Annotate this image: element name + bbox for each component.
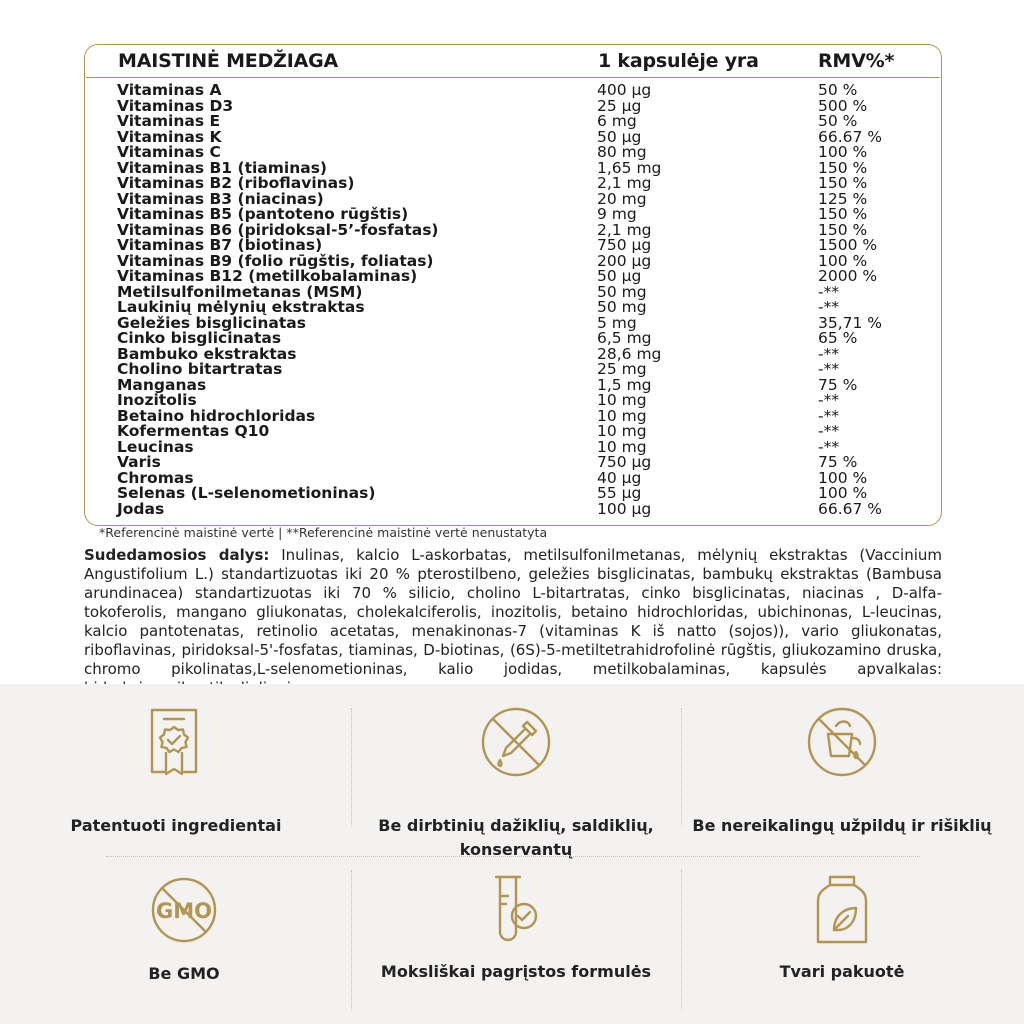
nutrient-amount: 50 µg — [597, 127, 642, 146]
feature-label: Moksliškai pagrįstos formulės — [380, 962, 652, 981]
nutrient-rows — [0, 83, 1024, 517]
nutrient-amount: 9 mg — [597, 205, 637, 223]
nutrient-rmv: 75 % — [818, 375, 858, 394]
divider — [681, 708, 682, 826]
nutrient-name: Vitaminas K — [117, 127, 222, 146]
feature-label: Patentuoti ingredientai — [70, 816, 282, 835]
nutrient-amount: 50 µg — [597, 267, 642, 285]
nutrient-name: Vitaminas B1 (tiaminas) — [117, 158, 328, 177]
nutrient-rmv: -** — [818, 437, 840, 456]
nutrient-name: Chromas — [117, 468, 194, 487]
nutrient-amount: 28,6 mg — [597, 344, 662, 363]
table-footnote: *Referencinė maistinė vertė | **Referencinė maistinė vertė nenustatyta — [99, 525, 548, 540]
certificate-icon — [140, 706, 212, 778]
divider — [681, 870, 682, 1010]
nutrient-rmv: 150 % — [818, 158, 868, 177]
nutrient-amount: 750 µg — [597, 453, 652, 471]
nutrient-name: Vitaminas B12 (metilkobalaminas) — [117, 267, 418, 285]
nutrient-rmv: 100 % — [818, 143, 868, 161]
nutrient-amount: 50 mg — [597, 282, 647, 301]
nutrient-amount: 25 µg — [597, 96, 642, 115]
nutrient-rmv: -** — [818, 298, 840, 316]
nutrient-amount: 20 mg — [597, 189, 647, 208]
feature-no-artificial — [366, 706, 666, 862]
nutrient-rmv: -** — [818, 282, 840, 301]
nutrient-amount: 2,1 mg — [597, 220, 652, 239]
nutrient-amount: 10 mg — [597, 437, 647, 456]
nutrient-rmv: -** — [818, 360, 840, 378]
nutrient-rmv: 100 % — [818, 484, 868, 502]
nutrient-name: Vitaminas D3 — [117, 96, 234, 115]
nutrient-name: Selenas (L-selenometioninas) — [117, 484, 376, 502]
nutrient-name: Bambuko ekstraktas — [117, 344, 297, 363]
test-tube-icon — [486, 874, 546, 948]
nutrient-name: Vitaminas B7 (biotinas) — [117, 236, 323, 254]
nutrient-rmv: 35,71 % — [818, 313, 883, 332]
feature-sustainable — [692, 874, 992, 984]
feature-science — [366, 874, 666, 984]
nutrient-rmv: 125 % — [818, 189, 868, 208]
nutrient-name: Vitaminas A — [117, 81, 222, 99]
nutrient-amount: 5 mg — [597, 313, 637, 332]
nutrient-amount: 100 µg — [597, 499, 652, 518]
nutrient-amount: 55 µg — [597, 484, 642, 502]
column-header-rmv: RMV%* — [818, 50, 895, 72]
nutrient-name: Jodas — [117, 499, 165, 518]
nutrient-name: Vitaminas E — [117, 112, 221, 130]
table-row — [0, 499, 1024, 518]
nutrient-amount: 40 µg — [597, 468, 642, 487]
nutrient-rmv: 150 % — [818, 205, 868, 223]
nutrient-amount: 200 µg — [597, 251, 652, 270]
nutrient-name: Vitaminas B9 (folio rūgštis, foliatas) — [117, 251, 434, 270]
nutrient-amount: 6,5 mg — [597, 329, 652, 347]
nutrient-name: Vitaminas C — [117, 143, 221, 161]
feature-no-fillers — [692, 706, 992, 838]
nutrient-rmv: -** — [818, 422, 840, 440]
feature-label: Be GMO — [148, 964, 220, 983]
nutrient-amount: 10 mg — [597, 406, 647, 425]
no-dropper-icon — [480, 706, 552, 778]
nutrient-name: Manganas — [117, 375, 207, 394]
nutrient-name: Laukinių mėlynių ekstraktas — [117, 298, 365, 316]
nutrient-amount: 10 mg — [597, 391, 647, 409]
nutrient-rmv: 100 % — [818, 468, 868, 487]
nutrient-rmv: 150 % — [818, 174, 868, 192]
nutrient-rmv: -** — [818, 391, 840, 409]
feature-no-gmo — [34, 876, 334, 986]
eco-jar-icon — [812, 874, 872, 948]
nutrient-rmv: 66.67 % — [818, 499, 883, 518]
nutrient-rmv: 75 % — [818, 453, 858, 471]
ingredients-text: Inulinas, kalcio L-askorbatas, metilsulfonilmetanas, mėlynių ekstraktas (Vaccinium Angustifolium L.) standartizuotas iki 20 % pterostilbeno, geležies bisglicinatas, bambukų ekstraktas (Bambusa arundinacea) standartizuotas iki 70 % silicio, cholino L-bitartratas, cinko bisglicinatas, niacinas , D-alfa-tokoferolis, mangano gliukonatas, cholekalciferolis, inozitolis, betaino hidrochloridas, ubichinonas, L-leucinas, kalcio pantotenatas, retinolio acetatas, menakinonas-7 (vitaminas K iš natto (sojos)), vario gliukonatas, riboflavinas, piridoksal-5'-fosfatas, tiaminas, D-biotinas, (6S)-5-metiltetrahidrofolinė rūgštis, gliukozamino druska, chromo pikolinatas,L-selenometioninas, kalio jodidas, metilkobalaminas, kapsulės apvalkalas: — [84, 546, 942, 678]
nutrient-rmv: 150 % — [818, 220, 868, 239]
nutrient-amount: 1,5 mg — [597, 375, 652, 394]
nutrient-name: Vitaminas B5 (pantoteno rūgštis) — [117, 205, 409, 223]
nutrient-name: Vitaminas B6 (piridoksal-5’-fosfatas) — [117, 220, 439, 239]
nutrient-name: Cinko bisglicinatas — [117, 329, 282, 347]
nutrient-name: Cholino bitartratas — [117, 360, 283, 378]
feature-label: Be dirbtinių dažiklių, saldiklių, konservantų — [378, 816, 654, 859]
nutrient-name: Varis — [117, 453, 161, 471]
nutrient-rmv: -** — [818, 344, 840, 363]
nutrient-amount: 10 mg — [597, 422, 647, 440]
nutrient-rmv: 100 % — [818, 251, 868, 270]
nutrient-rmv: 66.67 % — [818, 127, 883, 146]
nutrient-rmv: 2000 % — [818, 267, 878, 285]
header-divider — [86, 77, 940, 78]
gmo-icon — [150, 876, 218, 944]
divider — [351, 708, 352, 826]
nutrient-rmv: 65 % — [818, 329, 858, 347]
nutrient-amount: 50 mg — [597, 298, 647, 316]
column-header-nutrient: MAISTINĖ MEDŽIAGA — [118, 50, 338, 72]
nutrient-rmv: 1500 % — [818, 236, 878, 254]
nutrient-name: Geležies bisglicinatas — [117, 313, 306, 332]
features-section — [0, 684, 1024, 1024]
nutrient-name: Betaino hidrochloridas — [117, 406, 316, 425]
feature-patented — [26, 706, 326, 838]
nutrient-amount: 750 µg — [597, 236, 652, 254]
nutrient-name: Vitaminas B2 (riboflavinas) — [117, 174, 355, 192]
ingredients-paragraph — [84, 546, 942, 698]
nutrient-name: Metilsulfonilmetanas (MSM) — [117, 282, 363, 301]
nutrient-amount: 2,1 mg — [597, 174, 652, 192]
feature-label: Tvari pakuotė — [779, 962, 905, 981]
nutrient-amount: 25 mg — [597, 360, 647, 378]
nutrient-amount: 6 mg — [597, 112, 637, 130]
column-header-amount: 1 kapsulėje yra — [598, 50, 759, 72]
nutrient-rmv: 50 % — [818, 81, 858, 99]
nutrient-amount: 80 mg — [597, 143, 647, 161]
nutrient-amount: 1,65 mg — [597, 158, 662, 177]
nutrient-name: Inozitolis — [117, 391, 197, 409]
feature-label: Be nereikalingų užpildų ir rišiklių — [692, 816, 992, 835]
nutrient-rmv: -** — [818, 406, 840, 425]
ingredients-label: Sudedamosios dalys: — [84, 546, 270, 564]
nutrient-rmv: 500 % — [818, 96, 868, 115]
nutrient-amount: 400 µg — [597, 81, 652, 99]
gmo-icon-text: GMO — [156, 899, 212, 923]
divider — [351, 870, 352, 1010]
no-pills-icon — [806, 706, 878, 778]
nutrient-name: Vitaminas B3 (niacinas) — [117, 189, 324, 208]
nutrient-name: Kofermentas Q10 — [117, 422, 270, 440]
nutrient-rmv: 50 % — [818, 112, 858, 130]
nutrient-name: Leucinas — [117, 437, 194, 456]
